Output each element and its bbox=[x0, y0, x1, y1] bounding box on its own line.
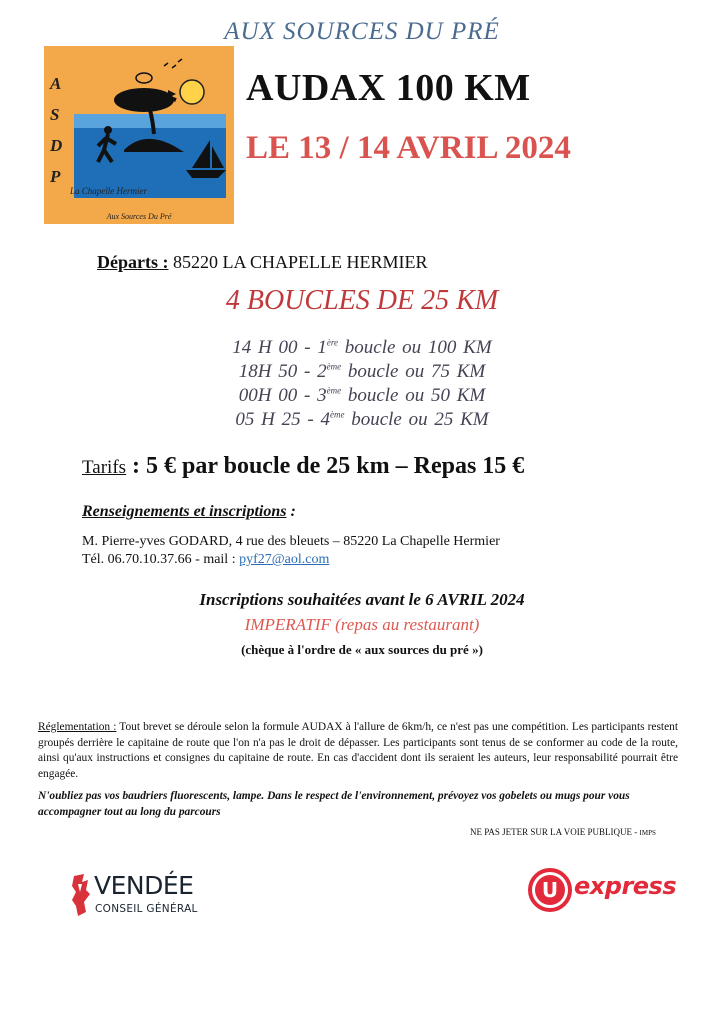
uexpress-u-icon bbox=[528, 868, 572, 912]
schedule-row bbox=[0, 361, 724, 383]
schedule-ordinal: ère bbox=[326, 337, 339, 348]
vendee-heart-icon bbox=[70, 872, 92, 916]
imperatif-note: IMPERATIF (repas au restaurant) bbox=[244, 615, 480, 634]
tarifs-line bbox=[82, 453, 524, 480]
schedule-start: 14 H 00 - 1 bbox=[232, 337, 327, 358]
logo-letter: A bbox=[50, 74, 62, 93]
departs-label: Départs : bbox=[97, 252, 169, 272]
email-link[interactable]: pyf27@aol.com bbox=[239, 552, 330, 567]
cheque-note: (chèque à l'ordre de « aux sources du pré ») bbox=[241, 642, 483, 657]
info-heading bbox=[82, 503, 296, 521]
loops-title: 4 BOUCLES DE 25 KM bbox=[225, 285, 499, 316]
schedule-row bbox=[0, 337, 724, 359]
schedule-start: 00H 00 - 3 bbox=[238, 385, 327, 406]
litter-notice bbox=[470, 827, 656, 837]
departs-value: 85220 LA CHAPELLE HERMIER bbox=[172, 252, 428, 272]
vendee-subtitle: CONSEIL GÉNÉRAL bbox=[95, 903, 198, 915]
contact-address: M. Pierre-yves GODARD, 4 rue des bleuets – 85220 La Chapelle Hermier bbox=[82, 534, 500, 549]
schedule-start: 05 H 25 - 4 bbox=[235, 409, 330, 430]
reminder-paragraph: N'oubliez pas vos baudriers fluorescents, lampe. Dans le respect de l'environnement, prévoyez vos gobelets ou mugs pour vous accompagner tout au long du parcours bbox=[38, 790, 630, 818]
schedule-row bbox=[0, 409, 724, 431]
schedule-end: boucle ou 75 KM bbox=[341, 361, 486, 382]
schedule-start: 18H 50 - 2 bbox=[238, 361, 327, 382]
registration-deadline: Inscriptions souhaitées avant le 6 AVRIL 2024 bbox=[199, 590, 525, 609]
logo-letter: S bbox=[50, 105, 60, 124]
logo-letter: D bbox=[50, 136, 63, 155]
schedule-end: boucle ou 50 KM bbox=[341, 385, 486, 406]
logo-footer: Aux Sources Du Pré bbox=[106, 212, 172, 221]
schedule-row bbox=[0, 385, 724, 407]
logo-letter: P bbox=[50, 167, 61, 186]
notice-text: NE PAS JETER SUR LA VOIE PUBLIQUE - bbox=[470, 827, 640, 837]
contact-phone-line bbox=[82, 552, 329, 568]
contact-phone: Tél. 06.70.10.37.66 - mail : bbox=[82, 552, 240, 567]
event-title: AUDAX 100 KM bbox=[246, 67, 531, 109]
info-heading-text: Renseignements et inscriptions bbox=[82, 503, 287, 520]
uexpress-letter: U bbox=[541, 878, 559, 902]
tarifs-label: Tarifs bbox=[82, 457, 127, 478]
schedule-ordinal: ème bbox=[329, 409, 345, 420]
asdp-logo bbox=[44, 46, 234, 224]
tarifs-value: : 5 € par boucle de 25 km – Repas 15 € bbox=[126, 453, 525, 479]
notice-imps: IMPS bbox=[639, 829, 656, 837]
departs-line bbox=[97, 252, 427, 273]
logo-town: La Chapelle Hermier bbox=[70, 186, 147, 196]
event-date: LE 13 / 14 AVRIL 2024 bbox=[246, 130, 571, 166]
rules-label: Réglementation : bbox=[38, 721, 117, 733]
schedule-ordinal: ème bbox=[326, 385, 342, 396]
schedule-end: boucle ou 100 KM bbox=[338, 337, 492, 358]
club-name: AUX SOURCES DU PRÉ bbox=[224, 18, 500, 45]
rules-text: Tout brevet se déroule selon la formule AUDAX à l'allure de 6km/h, ce n'est pas une compétition. Les participants restent groupés derrière le capitaine de route que l'on n'a pas le droit de dépasser. Les participants sont tenus de se conformer au code de la route, ainsi qu'aux instructions et consignes du capitaine de route. En cas d'accident dont ils seraient les auteurs, leur responsabilité pourrait être engagée. bbox=[38, 721, 678, 780]
vendee-logo bbox=[70, 870, 200, 920]
uexpress-logo bbox=[528, 866, 677, 916]
schedule-ordinal: ème bbox=[326, 361, 342, 372]
rules-paragraph bbox=[38, 720, 678, 782]
vendee-name: VENDÉE bbox=[94, 871, 194, 900]
info-heading-suffix: : bbox=[286, 503, 296, 520]
schedule-end: boucle ou 25 KM bbox=[344, 409, 489, 430]
uexpress-word: express bbox=[574, 872, 677, 900]
